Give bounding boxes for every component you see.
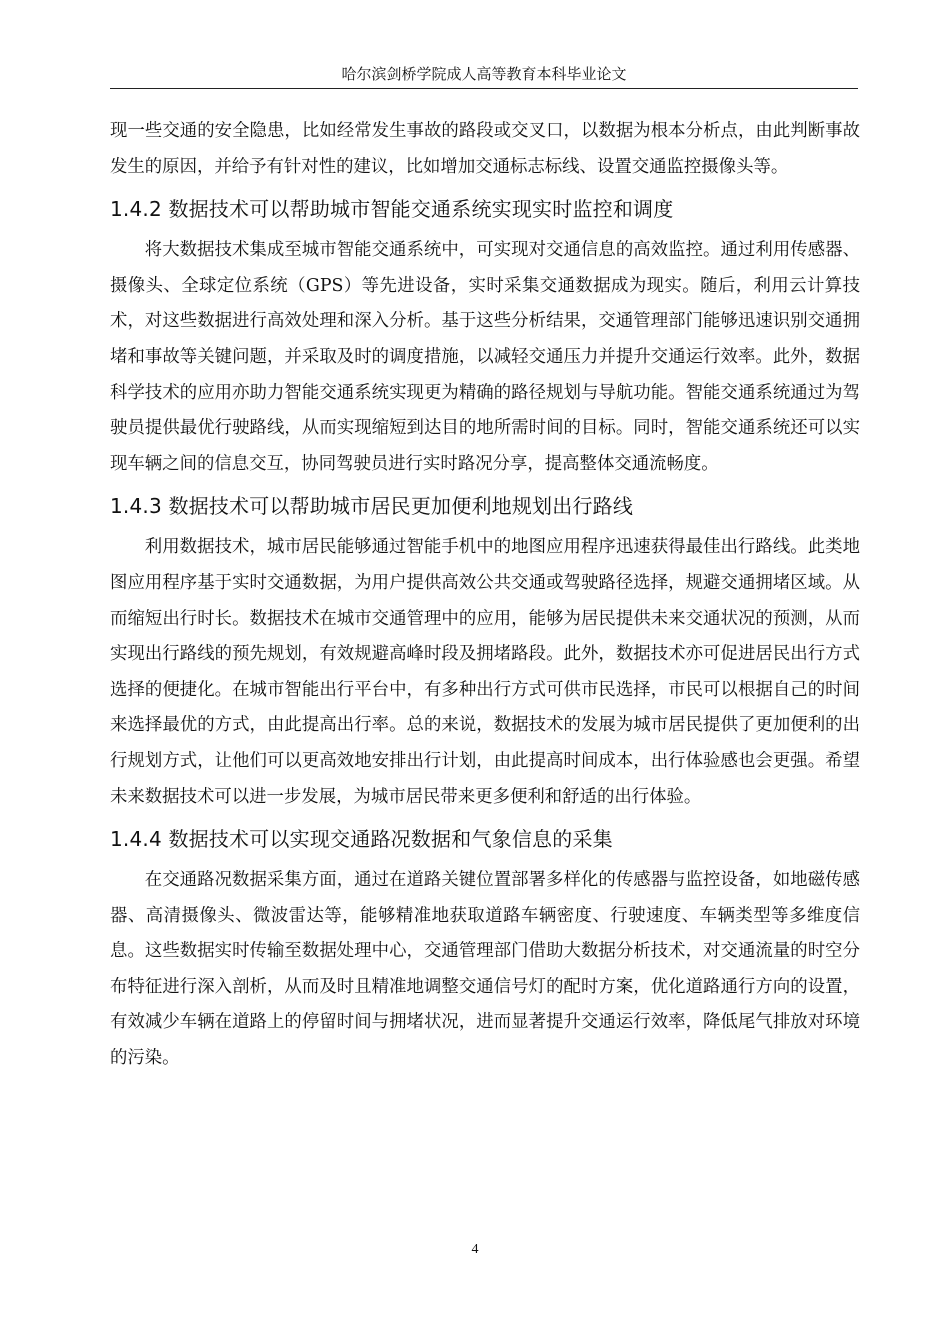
page-number: 4 [471,1242,479,1257]
section-heading-1-4-4: 1.4.4 数据技术可以实现交通路况数据和气象信息的采集 [110,827,613,852]
section-paragraph-1-4-4: 在交通路况数据采集方面，通过在道路关键位置部署多样化的传感器与监控设备，如地磁传感器、高清摄像头、微波雷达等，能够精准地获取道路车辆密度、行驶速度、车辆类型等多维度信息。这些数据实时传输至数据处理中心，交通管理部门借助大数据分析技术，对交通流量的时空分布特征进行深入剖析，从而及时且精准地调整交通信号灯的配时方案，优化道路通行方向的设置，有效减少车辆在道路上的停留时间与拥堵状况，进而显著提升交通运行效率，降低尾气排放对环境的污染。 [110,870,860,1069]
section-heading-1-4-3: 1.4.3 数据技术可以帮助城市居民更加便利地规划出行路线 [110,494,634,519]
header-title: 哈尔滨剑桥学院成人高等教育本科毕业论文 [341,65,627,83]
section-paragraph-1-4-2: 将大数据技术集成至城市智能交通系统中，可实现对交通信息的高效监控。通过利用传感器、摄像头、全球定位系统（GPS）等先进设备，实时采集交通数据成为现实。随后，利用云计算技术，对这些数据进行高效处理和深入分析。基于这些分析结果，交通管理部门能够迅速识别交通拥堵和事故等关键问题，并采取及时的调度措施，以减轻交通压力并提升交通运行效率。此外，数据科学技术的应用亦助力智能交通系统实现更为精确的路径规划与导航功能。智能交通系统通过为驾驶员提供最优行驶路线，从而实现缩短到达目的地所需时间的目标。同时，智能交通系统还可以实现车辆之间的信息交互，协同驾驶员进行实时路况分享，提高整体交通流畅度。 [110,240,860,474]
intro-paragraph: 现一些交通的安全隐患，比如经常发生事故的路段或交叉口，以数据为根本分析点，由此判断事故发生的原因，并给予有针对性的建议，比如增加交通标志标线、设置交通监控摄像头等。 [110,121,860,177]
section-paragraph-1-4-3: 利用数据技术，城市居民能够通过智能手机中的地图应用程序迅速获得最佳出行路线。此类地图应用程序基于实时交通数据，为用户提供高效公共交通或驾驶路径选择，规避交通拥堵区域。从而缩短出行时长。数据技术在城市交通管理中的应用，能够为居民提供未来交通状况的预测，从而实现出行路线的预先规划，有效规避高峰时段及拥堵路段。此外，数据技术亦可促进居民出行方式选择的便捷化。在城市智能出行平台中，有多种出行方式可供市民选择，市民可以根据自己的时间来选择最优的方式，由此提高出行率。总的来说，数据技术的发展为城市居民提供了更加便利的出行规划方式，让他们可以更高效地安排出行计划，由此提高时间成本，出行体验感也会更强。希望未来数据技术可以进一步发展，为城市居民带来更多便利和舒适的出行体验。 [110,537,860,807]
page-header [110,60,858,89]
document-body [110,114,860,1077]
section-heading-1-4-2: 1.4.2 数据技术可以帮助城市智能交通系统实现实时监控和调度 [110,197,674,222]
